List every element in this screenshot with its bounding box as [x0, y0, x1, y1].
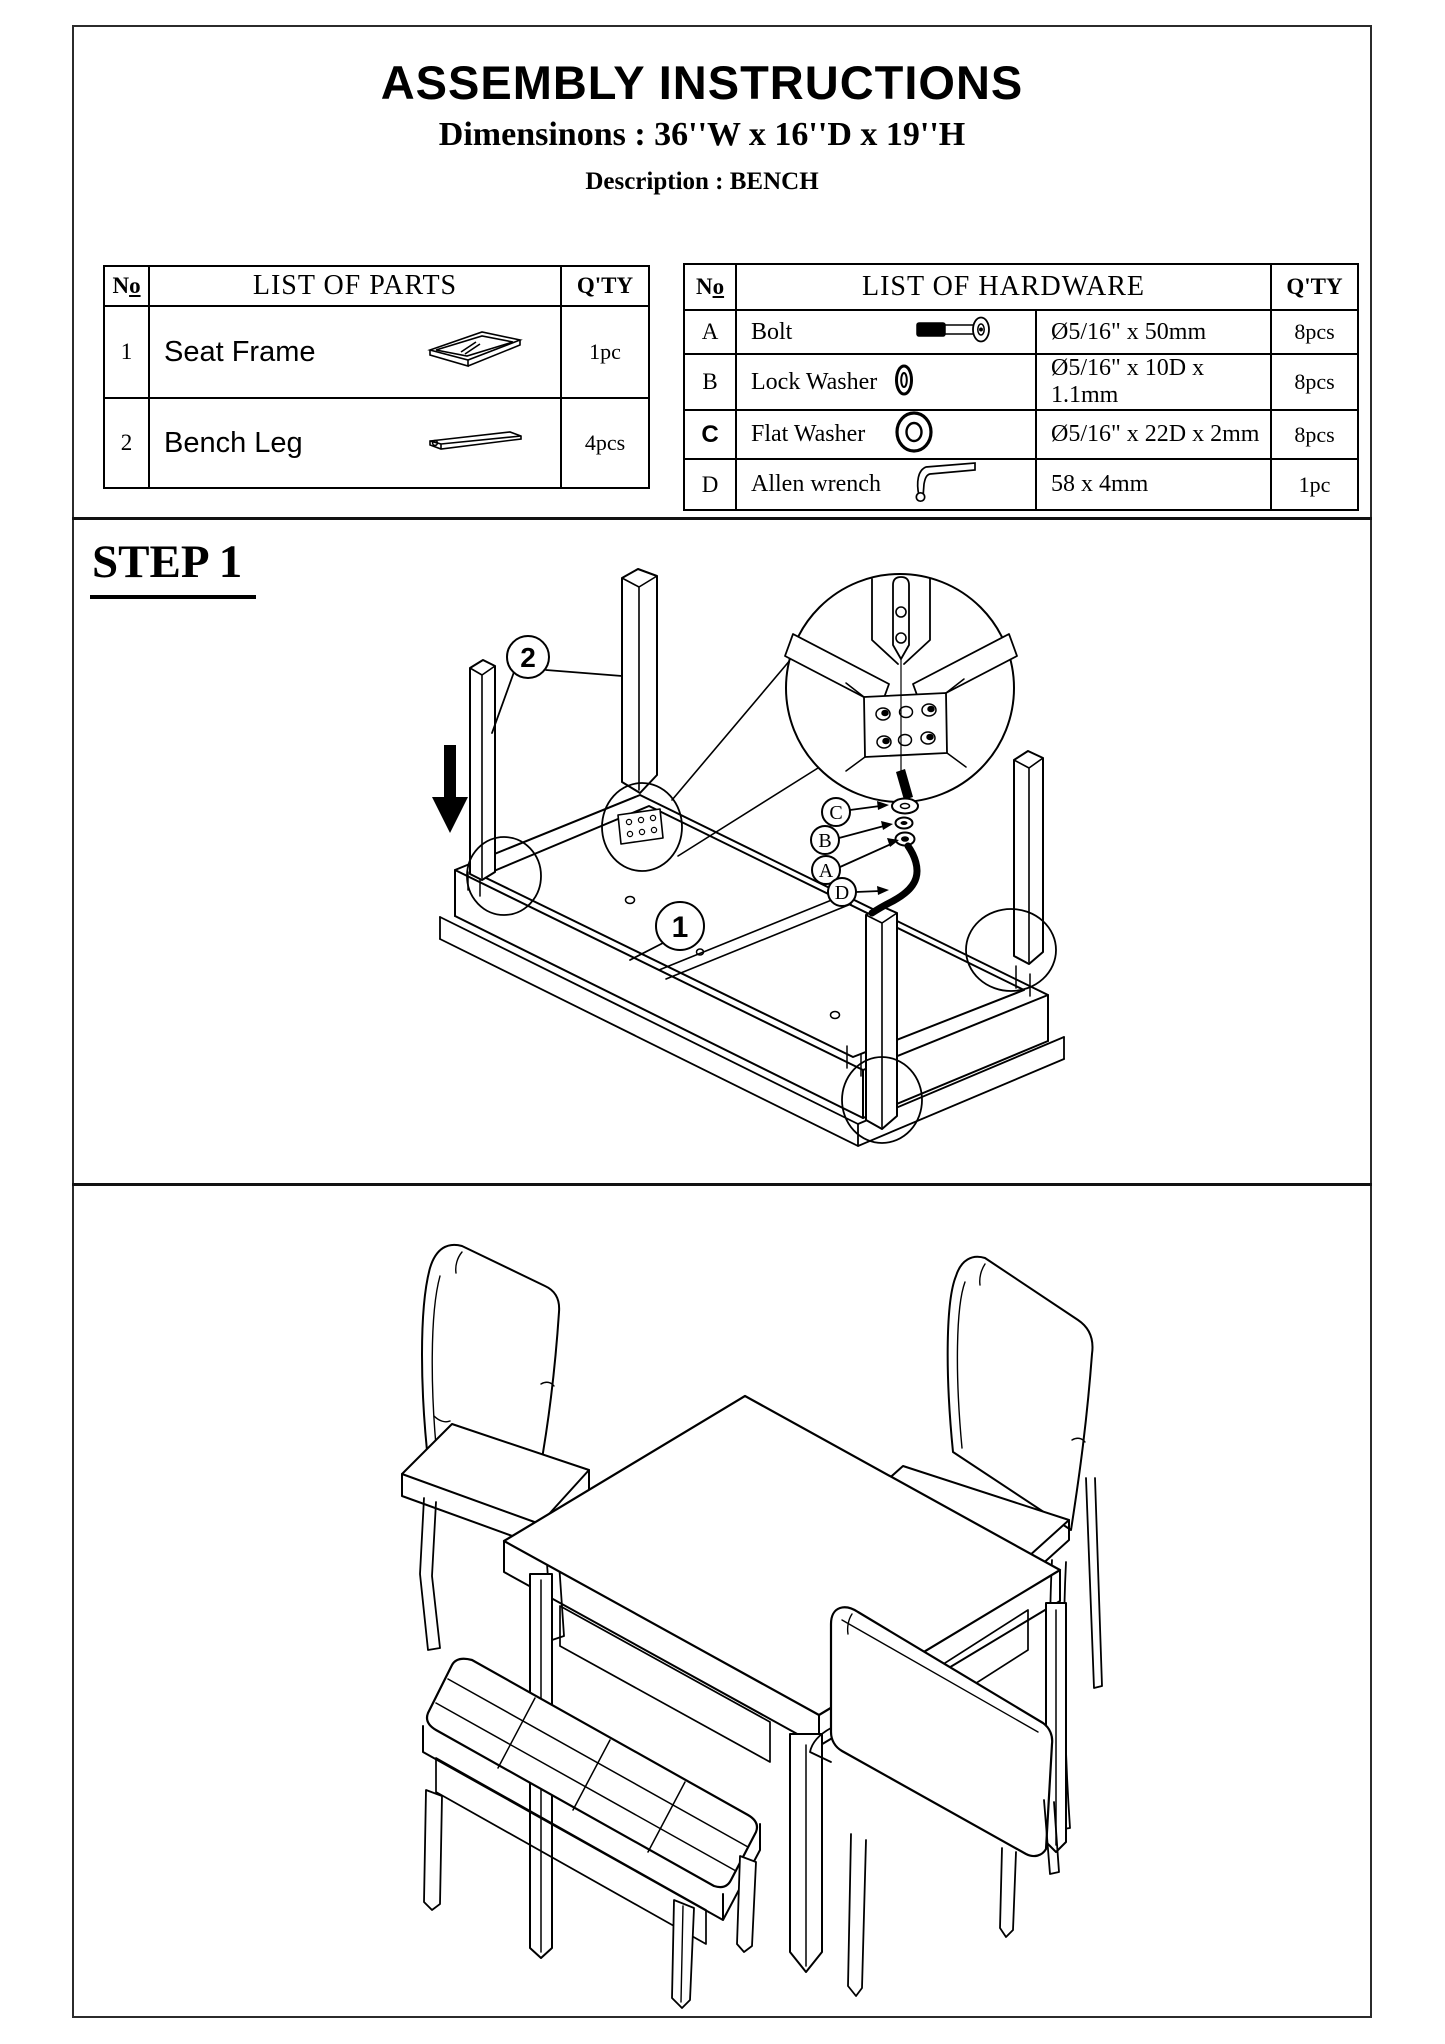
part-name: Seat Frame [164, 335, 316, 368]
bench-drawing [423, 1659, 760, 2008]
parts-col-qty: Q'TY [561, 266, 649, 306]
part-name: Bench Leg [164, 426, 303, 459]
hw-name: Bolt [751, 318, 793, 345]
magnified-corner-view [785, 574, 1017, 802]
header [72, 0, 1332, 196]
table-row [104, 306, 649, 398]
hw-name-cell [736, 459, 1036, 510]
table-row [104, 398, 649, 488]
hw-qty: 1pc [1271, 459, 1358, 510]
step1-diagram [72, 517, 1372, 1183]
callout-1: 1 [671, 911, 689, 944]
hw-col-no: No [684, 264, 736, 310]
hw-name: Lock Washer [751, 368, 878, 395]
hw-col-name: LIST OF HARDWARE [736, 264, 1271, 310]
table-row [684, 310, 1358, 354]
allen-wrench-drawing [872, 846, 917, 913]
hw-no: C [684, 410, 736, 459]
description-line: Description : BENCH [585, 168, 819, 195]
label-c: C [829, 802, 843, 824]
part-name-cell [149, 398, 561, 488]
hw-name-cell [736, 310, 1036, 354]
part-qty: 4pcs [561, 398, 649, 488]
lock-washer-icon [893, 361, 915, 404]
label-d: D [834, 882, 850, 904]
hw-qty: 8pcs [1271, 410, 1358, 459]
hw-name: Flat Washer [751, 421, 866, 447]
parts-table [103, 265, 650, 489]
page-title: ASSEMBLY INSTRUCTIONS [380, 56, 1024, 109]
hw-no: D [684, 459, 736, 510]
hardware-table [683, 263, 1359, 511]
table-row [684, 459, 1358, 510]
hw-no: B [684, 354, 736, 410]
part-no: 2 [104, 398, 149, 488]
flat-washer-icon [893, 411, 935, 458]
part-no: 1 [104, 306, 149, 398]
bench-leg-icon [426, 429, 526, 458]
hw-name: Allen wrench [751, 471, 881, 497]
bolt-icon [915, 316, 993, 349]
hw-col-qty: Q'TY [1271, 264, 1358, 310]
chair-back-left-drawing [402, 1245, 589, 1650]
table-row [684, 354, 1358, 410]
table-row [684, 410, 1358, 459]
hw-name-cell [736, 354, 1036, 410]
part-qty: 1pc [561, 306, 649, 398]
callout-2: 2 [520, 642, 536, 673]
parts-col-no: No [104, 266, 149, 306]
hw-size: Ø5/16" x 22D x 2mm [1036, 410, 1271, 459]
hw-size: Ø5/16" x 10D x 1.1mm [1036, 354, 1271, 410]
label-a: A [818, 860, 834, 882]
finished-set-drawing [72, 1183, 1372, 2018]
down-arrow-icon [432, 745, 468, 833]
part-name-cell [149, 306, 561, 398]
allen-wrench-icon [913, 460, 979, 509]
parts-col-name: LIST OF PARTS [149, 266, 561, 306]
step-title: STEP 1 [90, 535, 256, 599]
chair-front-right-drawing [810, 1607, 1059, 1996]
hw-qty: 8pcs [1271, 310, 1358, 354]
hw-size: Ø5/16" x 50mm [1036, 310, 1271, 354]
hw-qty: 8pcs [1271, 354, 1358, 410]
hw-name-cell [736, 410, 1036, 459]
hw-size: 58 x 4mm [1036, 459, 1271, 510]
label-b: B [818, 830, 832, 852]
seat-frame-drawing [440, 795, 1064, 1146]
dimensions-line: Dimensinons : 36''W x 16''D x 19''H [438, 116, 966, 153]
hw-no: A [684, 310, 736, 354]
seat-frame-icon [426, 328, 526, 377]
